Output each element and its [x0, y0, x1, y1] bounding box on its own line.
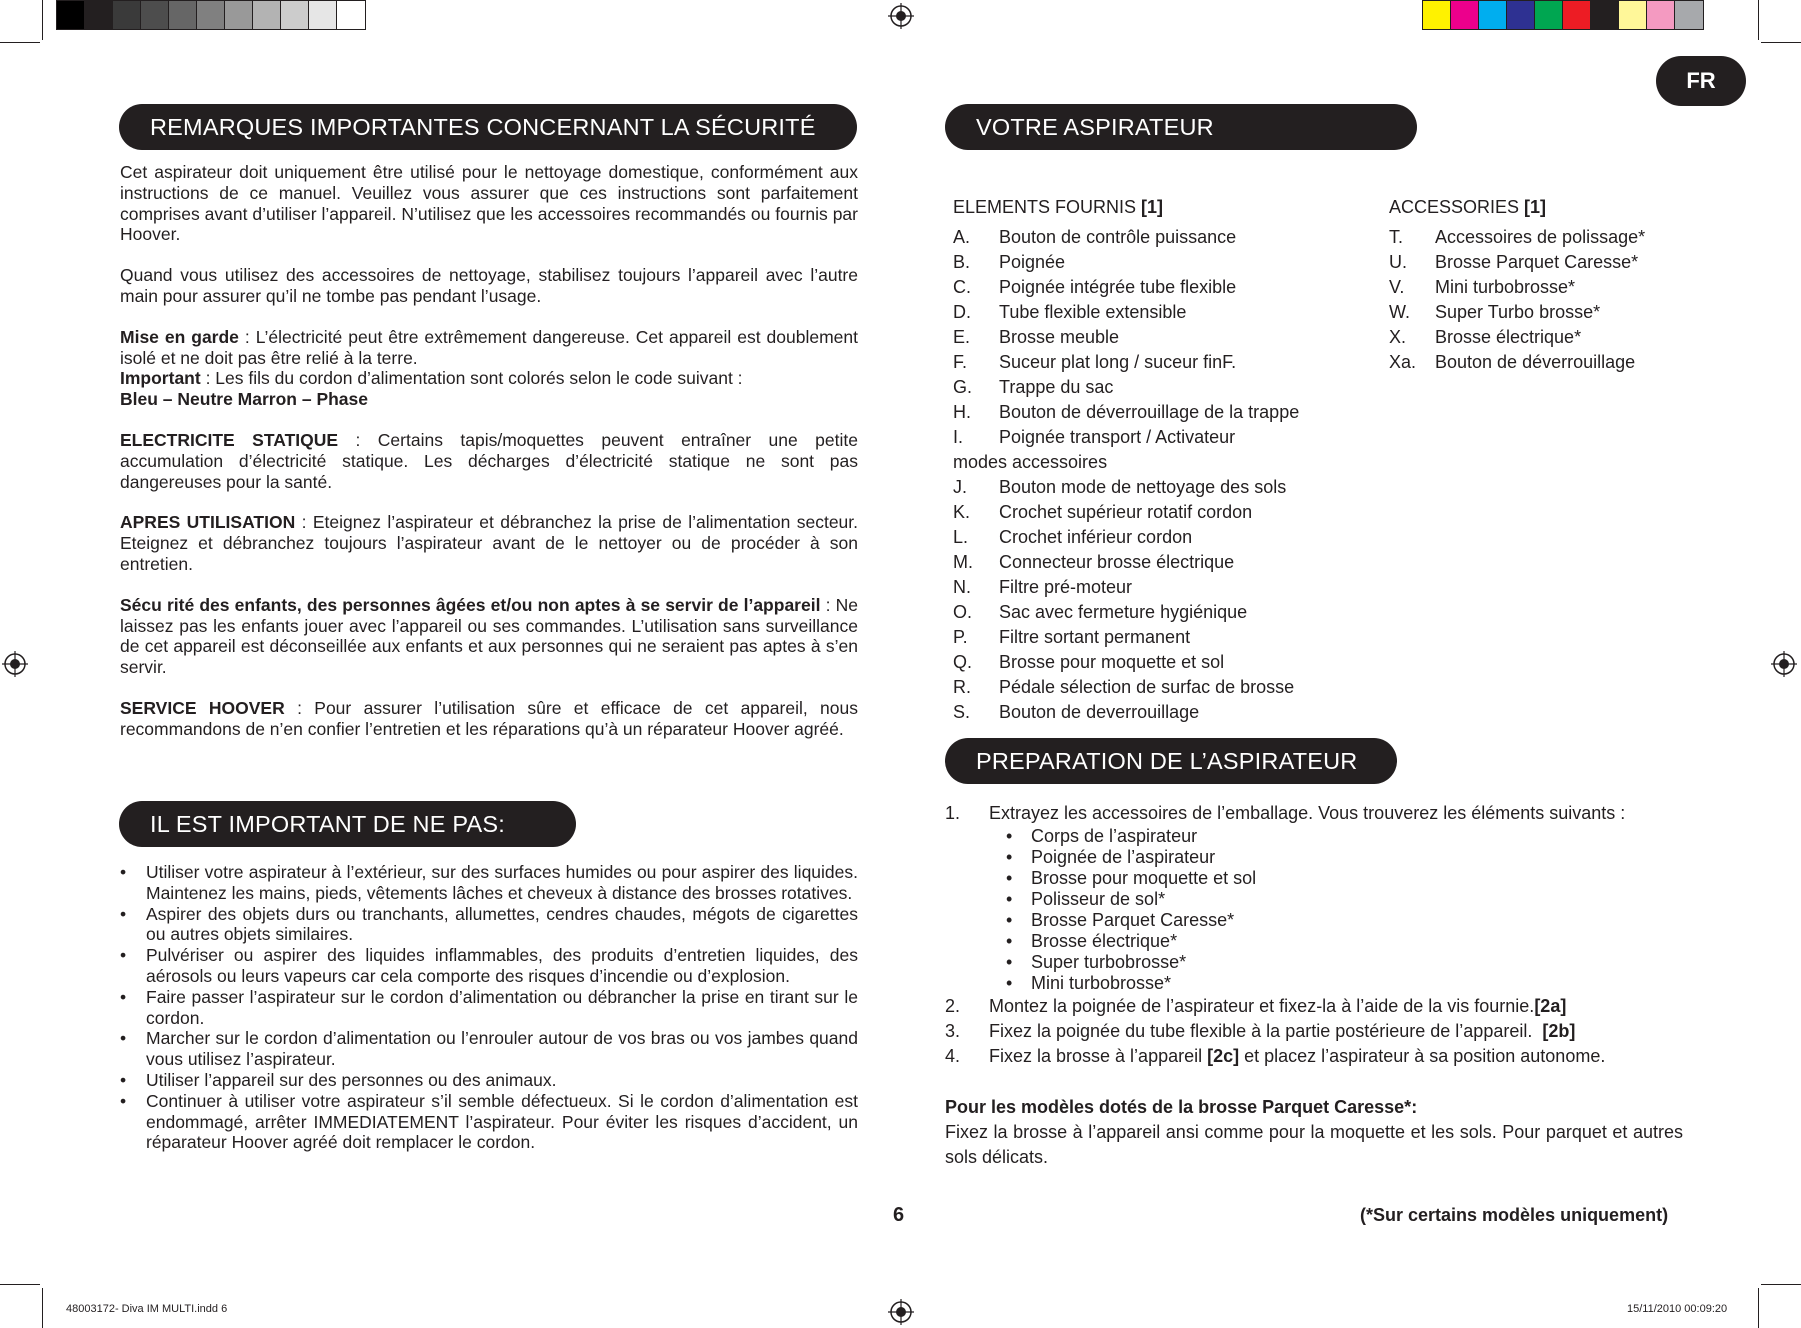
list-item [953, 325, 1383, 350]
step-text [989, 994, 1566, 1019]
caresse-text: Fixez la brosse à l’appareil ansi comme pour la moquette et les sols. Pour parquet et autres sols délicats. [945, 1122, 1683, 1167]
item-letter: U. [1389, 252, 1407, 272]
safety-paragraph: Quand vous utilisez des accessoires de nettoyage, stabilisez toujours l’appareil avec l’autre main pour assurer qu’il ne tombe pas pendant l’usage. [120, 265, 858, 306]
item-text: Suceur plat long / suceur finF. [999, 352, 1237, 372]
vacuum-heading: VOTRE ASPIRATEUR [945, 104, 1417, 150]
item-letter: G. [953, 377, 973, 397]
color-swatch [1647, 1, 1675, 29]
dont-list [120, 862, 858, 1153]
crop-mark [1758, 1288, 1759, 1328]
step-3 [945, 1019, 1685, 1044]
list-item: • Faire passer l’aspirateur sur le cordon d’alimentation ou débrancher la prise en tirant sur le cordon. [120, 987, 858, 1029]
item-text: Crochet inférieur cordon [999, 527, 1193, 547]
color-swatch [1535, 1, 1563, 29]
after-use-paragraph [120, 512, 858, 574]
item-text: Filtre pré-moteur [999, 577, 1133, 597]
item-text: Tube flexible extensible [999, 302, 1187, 322]
list-item: • Brosse électrique* [945, 931, 1685, 952]
item-letter: F. [953, 352, 968, 372]
item-letter: B. [953, 252, 971, 272]
figure-ref: [2b] [1542, 1021, 1576, 1041]
item-letter: C. [953, 277, 971, 297]
item-letter: Q. [953, 652, 973, 672]
color-swatch [1451, 1, 1479, 29]
item-text: Poignée [999, 252, 1066, 272]
process-color-bar [1422, 0, 1704, 30]
caresse-section [945, 1095, 1683, 1170]
color-swatch [197, 1, 225, 29]
registration-mark-icon [888, 1299, 914, 1325]
crop-mark [1758, 0, 1759, 40]
list-item: • Continuer à utiliser votre aspirateur s’il semble défectueux. Si le cordon d’alimentation est endommagé, arrêter IMMEDIATEMENT l’aspirateur. Pour éviter les risques d’accident, un réparateur Hoover agréé doit remplacer le cordon. [120, 1091, 858, 1153]
crop-mark [0, 1284, 40, 1285]
footnote: (*Sur certains modèles uniquement) [1360, 1205, 1669, 1225]
list-item [953, 600, 1383, 625]
item-letter: X. [1389, 327, 1407, 347]
static-paragraph [120, 430, 858, 492]
list-item [953, 650, 1383, 675]
list-item: • Marcher sur le cordon d’alimentation ou l’enrouler autour de vos bras ou vos jambes quand vous utilisez l’aspirateur. [120, 1028, 858, 1070]
list-item: • Super turbobrosse* [945, 952, 1685, 973]
step-number: 2. [945, 996, 961, 1016]
step-4-text: Fixez la brosse à l’appareil [989, 1046, 1208, 1066]
list-item [1389, 325, 1689, 350]
item-text: Connecteur brosse électrique [999, 552, 1235, 572]
dont-heading: IL EST IMPORTANT DE NE PAS: [119, 801, 576, 847]
preparation-heading: PREPARATION DE L’ASPIRATEUR [945, 738, 1397, 784]
static-text: : Certains tapis/moquettes peuvent entraîner une petite accumulation d’électricité statique. Les décharges d’électricité statique ne sont pas dangereuses pour la santé. [120, 429, 858, 492]
item-letter: H. [953, 402, 971, 422]
item-letter: N. [953, 577, 971, 597]
list-item: • Aspirer des objets durs ou tranchants, allumettes, cendres chaudes, mégots de cigarettes ou autres objets similaires. [120, 904, 858, 946]
list-item [953, 550, 1383, 575]
warning-label: Mise en garde [120, 326, 239, 347]
language-badge: FR [1656, 56, 1746, 106]
color-swatch [169, 1, 197, 29]
color-swatch [85, 1, 113, 29]
color-swatch [1563, 1, 1591, 29]
item-letter: I. [953, 427, 964, 447]
elements-ref: [1] [1141, 197, 1164, 217]
item-text: Super Turbo brosse* [1435, 302, 1601, 322]
page-number: 6 [893, 1204, 905, 1226]
step-1-items [945, 826, 1685, 994]
step-2-text: Montez la poignée de l’aspirateur et fixez-la à l’aide de la vis fournie. [989, 996, 1535, 1016]
step-2 [945, 994, 1685, 1019]
list-item [1389, 300, 1689, 325]
child-safety-paragraph [120, 595, 858, 678]
registration-mark-icon [888, 3, 914, 29]
item-letter: E. [953, 327, 971, 347]
color-swatch [1675, 1, 1703, 29]
item-letter: R. [953, 677, 971, 697]
after-use-text: : Eteignez l’aspirateur et débranchez la prise de l’alimentation secteur. Eteignez et débranchez toujours l’aspirateur avant de le nettoyer ou de procéder à son entretien. [120, 512, 859, 574]
color-swatch [309, 1, 337, 29]
item-letter: L. [953, 527, 969, 547]
list-item [953, 400, 1383, 425]
service-label: SERVICE HOOVER [120, 697, 285, 718]
important-label: Important [120, 368, 201, 389]
wire-colors [120, 389, 858, 410]
preparation-steps [945, 801, 1685, 1069]
step-number: 1. [945, 803, 961, 823]
item-letter: V. [1389, 277, 1405, 297]
list-item [1389, 250, 1689, 275]
service-text: : Pour assurer l’utilisation sûre et efficace de cet appareil, nous recommandons de n’en confier l’entretien et les réparations qu’à un réparateur Hoover agréé. [120, 697, 859, 739]
list-item: • Brosse pour moquette et sol [945, 868, 1685, 889]
safety-section [120, 162, 858, 740]
item-text: Brosse électrique* [1435, 327, 1582, 347]
crop-mark [42, 1288, 43, 1328]
accessories-list [1389, 225, 1689, 375]
accessories-ref: [1] [1524, 197, 1547, 217]
color-swatch [225, 1, 253, 29]
item-text: Bouton de contrôle puissance [999, 227, 1237, 247]
file-slug: 48003172- Diva IM MULTI.indd 6 [66, 1303, 228, 1315]
after-use-label: APRES UTILISATION [120, 512, 296, 533]
elements-label [953, 196, 1163, 218]
crop-mark [42, 0, 43, 40]
step-number: 4. [945, 1046, 961, 1066]
color-swatch [281, 1, 309, 29]
step-text [989, 1044, 1605, 1069]
list-item [1389, 225, 1689, 250]
list-item [953, 625, 1383, 650]
crop-mark [0, 42, 40, 43]
item-text: Poignée intégrée tube flexible [999, 277, 1237, 297]
child-safety-label: Sécu rité des enfants, des personnes âgées et/ou non aptes à se servir de l’appareil [120, 594, 821, 615]
list-item [953, 450, 1383, 475]
static-label: ELECTRICITE STATIQUE [120, 429, 339, 450]
item-text: Poignée transport / Activateur [999, 427, 1236, 447]
list-item [953, 475, 1383, 500]
wire-colors-text: Bleu – Neutre Marron – Phase [120, 389, 368, 410]
date-slug: 15/11/2010 00:09:20 [1627, 1303, 1728, 1315]
item-letter: W. [1389, 302, 1410, 322]
warning-text: : L’électricité peut être extrêmement dangereuse. Cet appareil est doublement isolé et ne doit pas être relié à la terre. [120, 326, 858, 368]
item-letter: T. [1389, 227, 1404, 247]
item-text: Mini turbobrosse* [1435, 277, 1576, 297]
child-safety-text: : Ne laissez pas les enfants jouer avec l’appareil ou ses commandes. L’utilisation sans surveillance de cet appareil est déconseillée aux enfants et aux personnes qui ne seraient pas aptes à s’en servir. [120, 594, 858, 678]
item-text: Bouton de deverrouillage [999, 702, 1200, 722]
item-letter: M. [953, 552, 973, 572]
color-swatch [1507, 1, 1535, 29]
color-swatch [337, 1, 365, 29]
list-item [953, 500, 1383, 525]
safety-paragraph: Cet aspirateur doit uniquement être utilisé pour le nettoyage domestique, conformément aux instructions de ce manuel. Veuillez vous assurer que ces instructions sont parfaitement comprises avant d’utiliser l’appareil. N’utilisez que les accessoires recommandés ou fournis par Hoover. [120, 162, 858, 245]
item-text: Brosse pour moquette et sol [999, 652, 1225, 672]
elements-list [953, 225, 1383, 725]
item-text: Trappe du sac [999, 377, 1114, 397]
item-letter: P. [953, 627, 968, 647]
step-3-text: Fixez la poignée du tube flexible à la partie postérieure de l’appareil. [989, 1021, 1543, 1041]
list-item [953, 300, 1383, 325]
figure-ref: [2c] [1207, 1046, 1240, 1066]
item-text: Pédale sélection de surfac de brosse [999, 677, 1295, 697]
list-item [953, 675, 1383, 700]
accessories-label-text: ACCESSORIES [1389, 197, 1525, 217]
safety-heading: REMARQUES IMPORTANTES CONCERNANT LA SÉCURITÉ [119, 104, 857, 150]
service-paragraph [120, 698, 858, 740]
item-text: Brosse Parquet Caresse* [1435, 252, 1639, 272]
list-item: • Poignée de l’aspirateur [945, 847, 1685, 868]
item-letter: S. [953, 702, 971, 722]
warning-paragraph [120, 327, 858, 369]
list-item [953, 575, 1383, 600]
important-paragraph [120, 368, 858, 389]
list-item [953, 525, 1383, 550]
item-letter: K. [953, 502, 971, 522]
grayscale-color-bar [56, 0, 366, 30]
color-swatch [113, 1, 141, 29]
item-letter: O. [953, 602, 973, 622]
list-item [953, 425, 1383, 450]
color-swatch [1619, 1, 1647, 29]
list-item [953, 350, 1383, 375]
item-letter: J. [953, 477, 968, 497]
item-text: Bouton de déverrouillage de la trappe [999, 402, 1300, 422]
item-text: Bouton mode de nettoyage des sols [999, 477, 1287, 497]
color-swatch [1423, 1, 1451, 29]
step-text: Extrayez les accessoires de l’emballage. Vous trouverez les éléments suivants : [989, 803, 1626, 823]
color-swatch [141, 1, 169, 29]
list-item: • Utiliser l’appareil sur des personnes ou des animaux. [120, 1070, 858, 1091]
list-item [953, 250, 1383, 275]
list-item [1389, 275, 1689, 300]
list-item [1389, 350, 1689, 375]
color-swatch [253, 1, 281, 29]
item-text: Accessoires de polissage* [1435, 227, 1646, 247]
step-number: 3. [945, 1021, 961, 1041]
step-4-text-end: et placez l’aspirateur à sa position autonome. [1239, 1046, 1606, 1066]
item-text: Sac avec fermeture hygiénique [999, 602, 1248, 622]
item-letter: Xa. [1389, 352, 1417, 372]
figure-ref: [2a] [1534, 996, 1567, 1016]
crop-mark [1761, 1284, 1801, 1285]
color-swatch [57, 1, 85, 29]
elements-label-text: ELEMENTS FOURNIS [953, 197, 1142, 217]
item-text: Filtre sortant permanent [999, 627, 1191, 647]
list-item [953, 275, 1383, 300]
accessories-label [1389, 196, 1546, 218]
list-item [953, 700, 1383, 725]
step-text [989, 1019, 1575, 1044]
list-item: • Pulvériser ou aspirer des liquides inflammables, des produits d’entretien liquides, des aérosols ou leurs vapeurs car cela comporte des risques d’incendie ou d’explosion. [120, 945, 858, 987]
list-item [953, 375, 1383, 400]
list-item: • Mini turbobrosse* [945, 973, 1685, 994]
list-item: • Brosse Parquet Caresse* [945, 910, 1685, 931]
registration-mark-icon [1771, 651, 1797, 677]
color-swatch [1479, 1, 1507, 29]
step-1 [945, 801, 1685, 826]
item-letter: D. [953, 302, 971, 322]
list-item [953, 225, 1383, 250]
registration-mark-icon [2, 651, 28, 677]
item-letter: A. [953, 227, 971, 247]
list-item: • Polisseur de sol* [945, 889, 1685, 910]
important-text: : Les fils du cordon d’alimentation sont colorés selon le code suivant : [200, 368, 743, 389]
color-swatch [1591, 1, 1619, 29]
item-text: Bouton de déverrouillage [1435, 352, 1636, 372]
list-item: • Corps de l’aspirateur [945, 826, 1685, 847]
item-text: Crochet supérieur rotatif cordon [999, 502, 1253, 522]
item-text: modes accessoires [953, 452, 1108, 472]
step-4 [945, 1044, 1685, 1069]
item-text: Brosse meuble [999, 327, 1120, 347]
caresse-title: Pour les modèles dotés de la brosse Parquet Caresse*: [945, 1097, 1418, 1117]
list-item: • Utiliser votre aspirateur à l’extérieur, sur des surfaces humides ou pour aspirer des liquides. Maintenez les mains, pieds, vêtements lâches et cheveux à distance des brosses rotatives. [120, 862, 858, 904]
crop-mark [1761, 42, 1801, 43]
